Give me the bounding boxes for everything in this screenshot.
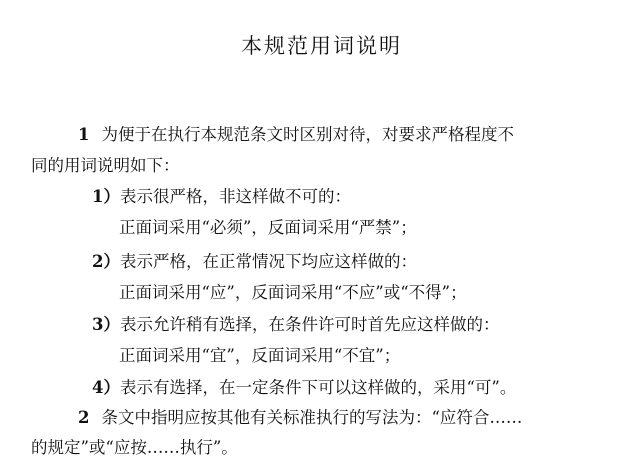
item-1-detail: 正面词采用“必须”，反面词采用“严禁”； — [119, 218, 417, 237]
page-title: 本规范用词说明 — [241, 34, 402, 58]
clause-2-line-1 — [78, 407, 522, 429]
item-1 — [92, 186, 351, 208]
clause-1-line-2: 同的用词说明如下： — [31, 156, 180, 175]
clause-2-text: 条文中指明应按其他有关标准执行的写法为：“应符合…… — [101, 408, 523, 427]
item-3-text: 表示允许稍有选择，在条件许可时首先应这样做的： — [119, 315, 500, 334]
item-3 — [92, 314, 499, 336]
item-4-text: 表示有选择，在一定条件下可以这样做的，采用“可”。 — [119, 378, 517, 397]
item-1-number: 1） — [92, 187, 120, 206]
item-2-number: 2） — [92, 252, 120, 271]
item-4-number: 4） — [92, 378, 120, 397]
item-1-text: 表示很严格，非这样做不可的： — [119, 187, 351, 206]
item-2 — [92, 251, 417, 273]
clause-2-number: 2 — [78, 408, 90, 427]
item-2-text: 表示严格，在正常情况下均应这样做的： — [119, 252, 417, 271]
item-3-detail: 正面词采用“宜”，反面词采用“不宜”； — [119, 346, 401, 365]
item-2-detail: 正面词采用“应”，反面词采用“不应”或“不得”； — [119, 283, 467, 302]
clause-1-line-1 — [78, 124, 514, 146]
item-4 — [92, 377, 516, 399]
clause-1-text: 为便于在执行本规范条文时区别对待，对要求严格程度不 — [101, 125, 514, 144]
clause-2-line-2: 的规定”或“应按……执行”。 — [31, 438, 238, 457]
item-3-number: 3） — [92, 315, 120, 334]
clause-1-number: 1 — [78, 125, 90, 144]
